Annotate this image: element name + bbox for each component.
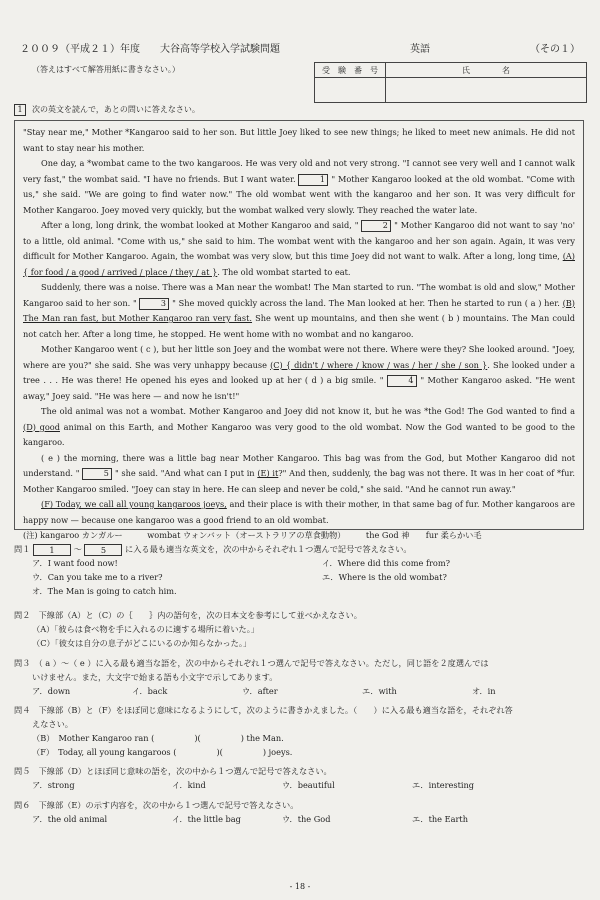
q1-box-to: 5 bbox=[84, 544, 122, 556]
q3-text: （ a ）〜（ e ）に入る最も適当な語を，次の中からそれぞれ１つ選んで記号で答えなさい。ただし，同じ語を２度選んでは bbox=[38, 658, 489, 668]
q3-option: オ．in bbox=[472, 686, 496, 696]
blank-box-1: 1 bbox=[298, 174, 328, 186]
q1-option: イ．Where did this come from? bbox=[322, 558, 450, 568]
q1-option: オ．The Man is going to catch him. bbox=[32, 586, 177, 596]
blank-box-5: 5 bbox=[82, 468, 112, 480]
paragraph-2: One day, a *wombat came to the two kangaroos. He was very old and not very strong. "I cannot see very well and I cannot walk very fast," the wombat said. "I have no friends. But I want water. 1 " Mother Kangaroo looked at the old wombat. "Come with us," she said. "We are going to find water now." The old wombat went with the kangaroo and her son. It was very difficult for Mother Kangaroo. Joey moved very quickly, but the wombat walked very slowly. They reached the water late. bbox=[23, 158, 575, 215]
answer-instruction: （答えはすべて解答用紙に書きなさい。） bbox=[32, 65, 180, 74]
question-2 bbox=[14, 608, 586, 650]
paragraph-8: (F) Today, we call all young kangaroos joeys, and their place is with their mother, in that same bag of fur. Mother kangaroos are happy now — because one kangaroo was a good friend to an old wombat. bbox=[23, 499, 575, 525]
q5-label: 問５ bbox=[14, 766, 31, 776]
q1-box-from: 1 bbox=[33, 544, 71, 556]
q3-option: ウ．after bbox=[242, 686, 278, 696]
name-field bbox=[386, 78, 587, 103]
q5-option: ア．strong bbox=[32, 780, 75, 790]
q5-text: 下線部（D）とほぼ同じ意味の語を，次の中から１つ選んで記号で答えなさい。 bbox=[38, 766, 332, 776]
underline-b: (B) The Man ran fast, but Mother Kangaroo ran very fast. bbox=[23, 297, 575, 323]
q6-option: ア．the old animal bbox=[32, 814, 108, 824]
underline-a: (A) { for food / a good / arrived / place / they / at } bbox=[23, 251, 575, 277]
q1-option: ア．I want food now! bbox=[32, 558, 118, 568]
q6-text: 下線部（E）の示す内容を，次の中から１つ選んで記号で答えなさい。 bbox=[38, 800, 299, 810]
q3-option: イ．back bbox=[132, 686, 168, 696]
q6-option: エ．the Earth bbox=[412, 814, 468, 824]
exam-number-label: 受 験 番 号 bbox=[315, 63, 386, 78]
paragraph-1: "Stay near me," Mother *Kangaroo said to her son. But little Joey liked to see new things; he liked to meet new animals. He did not want to stay near his mother. bbox=[23, 127, 575, 153]
paragraph-5: Mother Kangaroo went ( c ), but her little son Joey and the wombat were not there. Where were they? She looked around. "Joey, where are you?" she said. She was very unhappy because (C) { didn't / where / know / was / her / she / son }. She looked under a tree . . . He was there! He opened his eyes and looked up at her ( d ) a big smile. " 4 " Mother Kangaroo asked. "He went away," Joey said. "He was here — and now he isn't!" bbox=[23, 344, 575, 401]
underline-c: (C) { didn't / where / know / was / her / she / son } bbox=[270, 359, 488, 370]
q2-item-a: （A）「彼らは食べ物を手に入れるのに適する場所に着いた。」 bbox=[32, 624, 259, 634]
q3-text-2: いけません。また，大文字で始まる語も小文字で示してあります。 bbox=[32, 672, 278, 682]
part-label: （その１） bbox=[530, 44, 580, 55]
q3-option: エ．with bbox=[362, 686, 397, 696]
reading-passage bbox=[14, 120, 584, 540]
subject-label: 英語 bbox=[410, 44, 430, 55]
underline-d: (D) good bbox=[23, 421, 60, 432]
blank-box-3: 3 bbox=[139, 298, 169, 310]
question-6 bbox=[14, 798, 586, 826]
blank-box-2: 2 bbox=[361, 220, 391, 232]
q4-text: 下線部（B）と（F）をほぼ同じ意味になるようにして，次のように書きかえました。（ ）に入る最も適当な語を，それぞれ答 bbox=[38, 705, 513, 715]
q1-option: エ．Where is the old wombat? bbox=[322, 572, 447, 582]
question-4 bbox=[14, 703, 586, 759]
q3-label: 問３ bbox=[14, 658, 31, 668]
blank-box-4: 4 bbox=[387, 375, 417, 387]
name-label: 氏 名 bbox=[386, 63, 587, 78]
underline-e: (E) it bbox=[257, 468, 279, 478]
exam-title: 大谷高等学校入学試験問題 bbox=[160, 44, 280, 55]
q2-label: 問２ bbox=[14, 610, 31, 620]
q4-text-2: えなさい。 bbox=[32, 719, 73, 729]
vocabulary-notes: (注) kangaroo カンガルー wombat ウォンバット（オーストラリアの草食動物） the God 神 fur 柔らかい毛 bbox=[23, 530, 482, 540]
q6-label: 問６ bbox=[14, 800, 31, 810]
q6-option: イ．the little bag bbox=[172, 814, 241, 824]
exam-year: ２００９（平成２１）年度 bbox=[20, 44, 140, 55]
question-3 bbox=[14, 656, 586, 698]
paragraph-4: Suddenly, there was a noise. There was a Man near the wombat! The Man started to run. "The wombat is old and slow," Mother Kangaroo said to her son. " 3 " She moved quickly across the land. The Man looked at her. Then he started to run ( a ) her. (B) The Man ran fast, but Mother Kangaroo ran very fast. She went up mountains, and then she went ( b ) mountains. The Man could not catch her. After a long time, he stopped. He went home with no wombat and no kangaroo. bbox=[23, 282, 576, 339]
question-5 bbox=[14, 764, 586, 792]
q5-option: イ．kind bbox=[172, 780, 206, 790]
paragraph-3: After a long, long drink, the wombat looked at Mother Kangaroo and said, " 2 " Mother Kangaroo did not want to say 'no' to a little, old animal. "Come with us," she said to him. The wombat went with the kangaroo and her son again. Again, it was very difficult for Mother Kangaroo. Again, the wombat was very slow, but this time Joey did not want to walk. After a long, long time, (A) { for food / a good / arrived / place / they / at }. The old wombat started to eat. bbox=[23, 220, 575, 277]
q1-option: ウ．Can you take me to a river? bbox=[32, 572, 163, 582]
q2-text: 下線部（A）と（C）の｛ ｝内の語句を，次の日本文を参考にして並べかえなさい。 bbox=[38, 610, 362, 620]
exam-info-table bbox=[314, 62, 587, 103]
q1-label: 問１ bbox=[14, 544, 31, 554]
q5-option: エ．interesting bbox=[412, 780, 475, 790]
paragraph-7: ( e ) the morning, there was a little bag near Mother Kangaroo. This bag was from the God, but Mother Kangaroo did not understand. " 5 " she said. "And what can I put in (E) it?" And then, suddenly, the bag was not there. It was in her coat of *fur. Mother Kangaroo smiled. "Joey can stay in here. He can sleep and never be cold," she said. "And he cannot run away." bbox=[23, 452, 575, 494]
paragraph-6: The old animal was not a wombat. Mother Kangaroo and Joey did not know it, but he was *the God! The God wanted to find a (D) good animal on this Earth, and Mother Kangaroo was very good to the old wombat. Now the God wanted to be good to the kangaroo. bbox=[23, 406, 575, 447]
underline-f: (F) Today, we call all young kangaroos joeys, bbox=[41, 499, 227, 509]
q2-item-c: （C）「彼女は自分の息子がどこにいるのか知らなかった。」 bbox=[32, 638, 252, 648]
q4-item-b: （B） Mother Kangaroo ran ( )( ) the Man. bbox=[32, 733, 284, 743]
q4-item-f: （F） Today, all young kangaroos ( )( ) joeys. bbox=[32, 747, 293, 757]
q3-option: ア．down bbox=[32, 686, 71, 696]
exam-number-field bbox=[315, 78, 386, 103]
q4-label: 問４ bbox=[14, 705, 31, 715]
question-1: 問１ 1 〜 5 に入る最も適当な英文を，次の中からそれぞれ１つ選んで記号で答えなさい。 ア．I want food now! イ．Where did this come from? ウ．Can you take me to a river? エ．Where is the old wombat? オ．The Man is going to catch him. bbox=[14, 544, 450, 596]
q6-option: ウ．the God bbox=[282, 814, 331, 824]
question-number: 1 bbox=[14, 104, 26, 116]
q1-text: に入る最も適当な英文を，次の中からそれぞれ１つ選んで記号で答えなさい。 bbox=[125, 544, 412, 554]
page-number: - 18 - bbox=[289, 882, 311, 891]
q5-option: ウ．beautiful bbox=[282, 780, 335, 790]
question-instruction: 次の英文を読んで，あとの問いに答えなさい。 bbox=[32, 105, 200, 114]
